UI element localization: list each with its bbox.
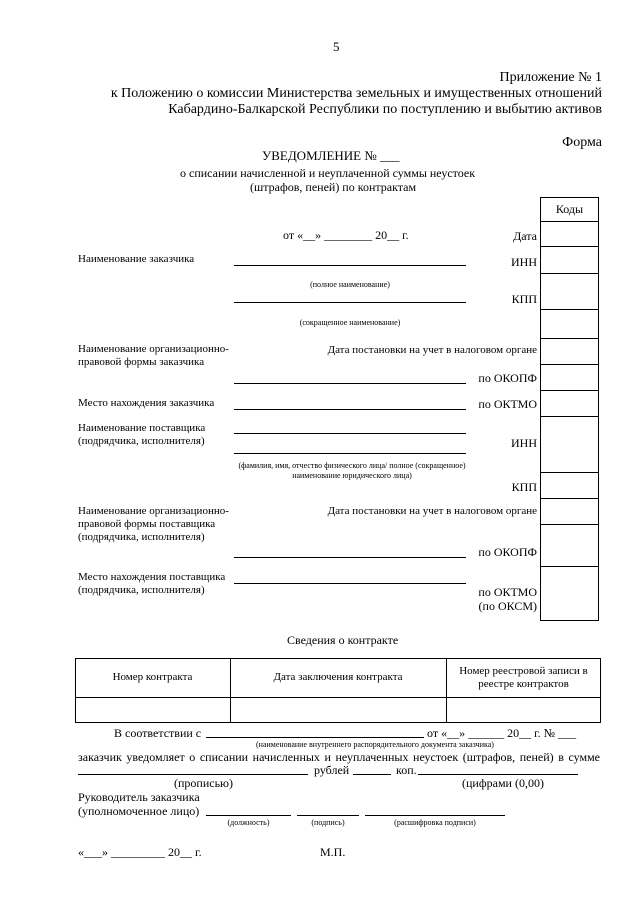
head-of-customer-label: Руководитель заказчика	[78, 790, 200, 804]
supplier-oksm-label: (по ОКСМ)	[478, 599, 537, 613]
internal-document-blank	[206, 737, 424, 738]
customer-inn-label: ИНН	[511, 255, 537, 269]
document-date-number: от «__» ______ 20__ г. № ___	[427, 726, 577, 740]
bottom-date-line: «___» _________ 20__ г.	[78, 845, 202, 859]
codes-row-divider	[540, 390, 599, 391]
signature-decode-blank	[365, 815, 505, 816]
rubles-label: рублей	[314, 763, 350, 777]
supplier-name-blank-2	[234, 453, 466, 454]
supplier-kpp-label: КПП	[511, 480, 537, 494]
position-blank	[206, 815, 291, 816]
kopecks-label: коп.	[396, 763, 417, 777]
customer-oktmo-label: по ОКТМО	[478, 397, 537, 411]
customer-tax-registration-label: Дата постановки на учет в налоговом органе	[327, 344, 537, 356]
republic-line: Кабардино-Балкарской Республики по поступлению и выбытию активов	[168, 102, 602, 117]
notice-date-line: от «__» ________ 20__ г.	[283, 228, 409, 242]
amount-figures-blank	[418, 774, 578, 775]
supplier-opf-label: Наименование организационно-правовой формы поставщика (подрядчика, исполнителя)	[78, 505, 229, 543]
codes-row-divider	[540, 498, 599, 499]
codes-row-divider	[540, 416, 599, 417]
codes-column	[540, 221, 599, 621]
codes-row-divider	[540, 246, 599, 247]
codes-header: Коды	[555, 202, 584, 216]
codes-row-divider	[540, 524, 599, 525]
codes-row-divider	[540, 472, 599, 473]
stamp-place-label: М.П.	[320, 845, 346, 859]
regulation-line: к Положению о комиссии Министерства земельных и имущественных отношений	[110, 86, 602, 101]
notice-subtitle-2: (штрафов, пеней) по контрактам	[250, 180, 417, 194]
full-name-caption: (полное наименование)	[310, 280, 390, 289]
supplier-location-label: Место нахождения поставщика (подрядчика, исполнителя)	[78, 571, 226, 596]
accordance-label: В соответствии с	[114, 726, 202, 740]
in-figures-caption: (цифрами (0,00)	[462, 776, 544, 790]
contract-number-header: Номер контракта	[112, 671, 193, 683]
amount-words-blank	[78, 774, 308, 775]
appendix-number: Приложение № 1	[499, 70, 602, 85]
notice-title: УВЕДОМЛЕНИЕ № ___	[262, 148, 400, 163]
customer-short-name-blank	[234, 302, 466, 303]
authorized-person-label: (уполномоченное лицо)	[78, 804, 200, 818]
supplier-name-caption: (фамилия, имя, отчество физического лица/ полное (сокращенное) наименование юридического лица)	[238, 461, 466, 480]
contract-section-title: Сведения о контракте	[287, 633, 399, 647]
customer-full-name-blank	[234, 265, 466, 266]
codes-row-divider	[540, 309, 599, 310]
codes-row-divider	[540, 338, 599, 339]
customer-opf-blank	[234, 383, 466, 384]
codes-row-divider	[540, 273, 599, 274]
form-label: Форма	[562, 135, 602, 150]
signature-blank	[297, 815, 359, 816]
customer-location-blank	[234, 409, 466, 410]
customer-location-label: Место нахождения заказчика	[78, 397, 215, 409]
short-name-caption: (сокращенное наименование)	[299, 318, 401, 327]
signature-decode-caption: (расшифровка подписи)	[394, 818, 476, 827]
signature-caption: (подпись)	[311, 818, 345, 827]
date-label: Дата	[513, 229, 537, 243]
notice-subtitle-1: о списании начисленной и неуплаченной суммы неустоек	[180, 166, 476, 180]
notification-text: заказчик уведомляет о списании начисленных и неуплаченных неустоек (штрафов, пеней) в сумме	[78, 750, 600, 764]
customer-okopf-label: по ОКОПФ	[478, 371, 537, 385]
in-words-caption: (прописью)	[174, 776, 234, 790]
contract-date-header: Дата заключения контракта	[273, 671, 403, 683]
supplier-name-label: Наименование поставщика (подрядчика, исполнителя)	[78, 422, 206, 447]
kopecks-blank	[353, 774, 391, 775]
customer-name-label: Наименование заказчика	[78, 253, 195, 265]
customer-kpp-label: КПП	[511, 292, 537, 306]
customer-opf-label: Наименование организационно-правовой формы заказчика	[78, 343, 229, 368]
contract-table-row-divider	[75, 697, 601, 698]
supplier-opf-blank	[234, 557, 466, 558]
codes-row-divider	[540, 566, 599, 567]
supplier-tax-registration-label: Дата постановки на учет в налоговом органе	[327, 505, 537, 517]
registry-number-header: Номер реестровой записи в реестре контрактов	[459, 664, 588, 690]
supplier-name-blank-1	[234, 433, 466, 434]
internal-document-caption: (наименование внутреннего распорядительного документа заказчика)	[256, 740, 494, 749]
position-caption: (должность)	[227, 818, 270, 827]
page-number: 5	[333, 39, 340, 54]
codes-row-divider	[540, 364, 599, 365]
supplier-okopf-label: по ОКОПФ	[478, 545, 537, 559]
supplier-location-blank	[234, 583, 466, 584]
supplier-oktmo-label: по ОКТМО	[478, 585, 537, 599]
supplier-inn-label: ИНН	[511, 436, 537, 450]
